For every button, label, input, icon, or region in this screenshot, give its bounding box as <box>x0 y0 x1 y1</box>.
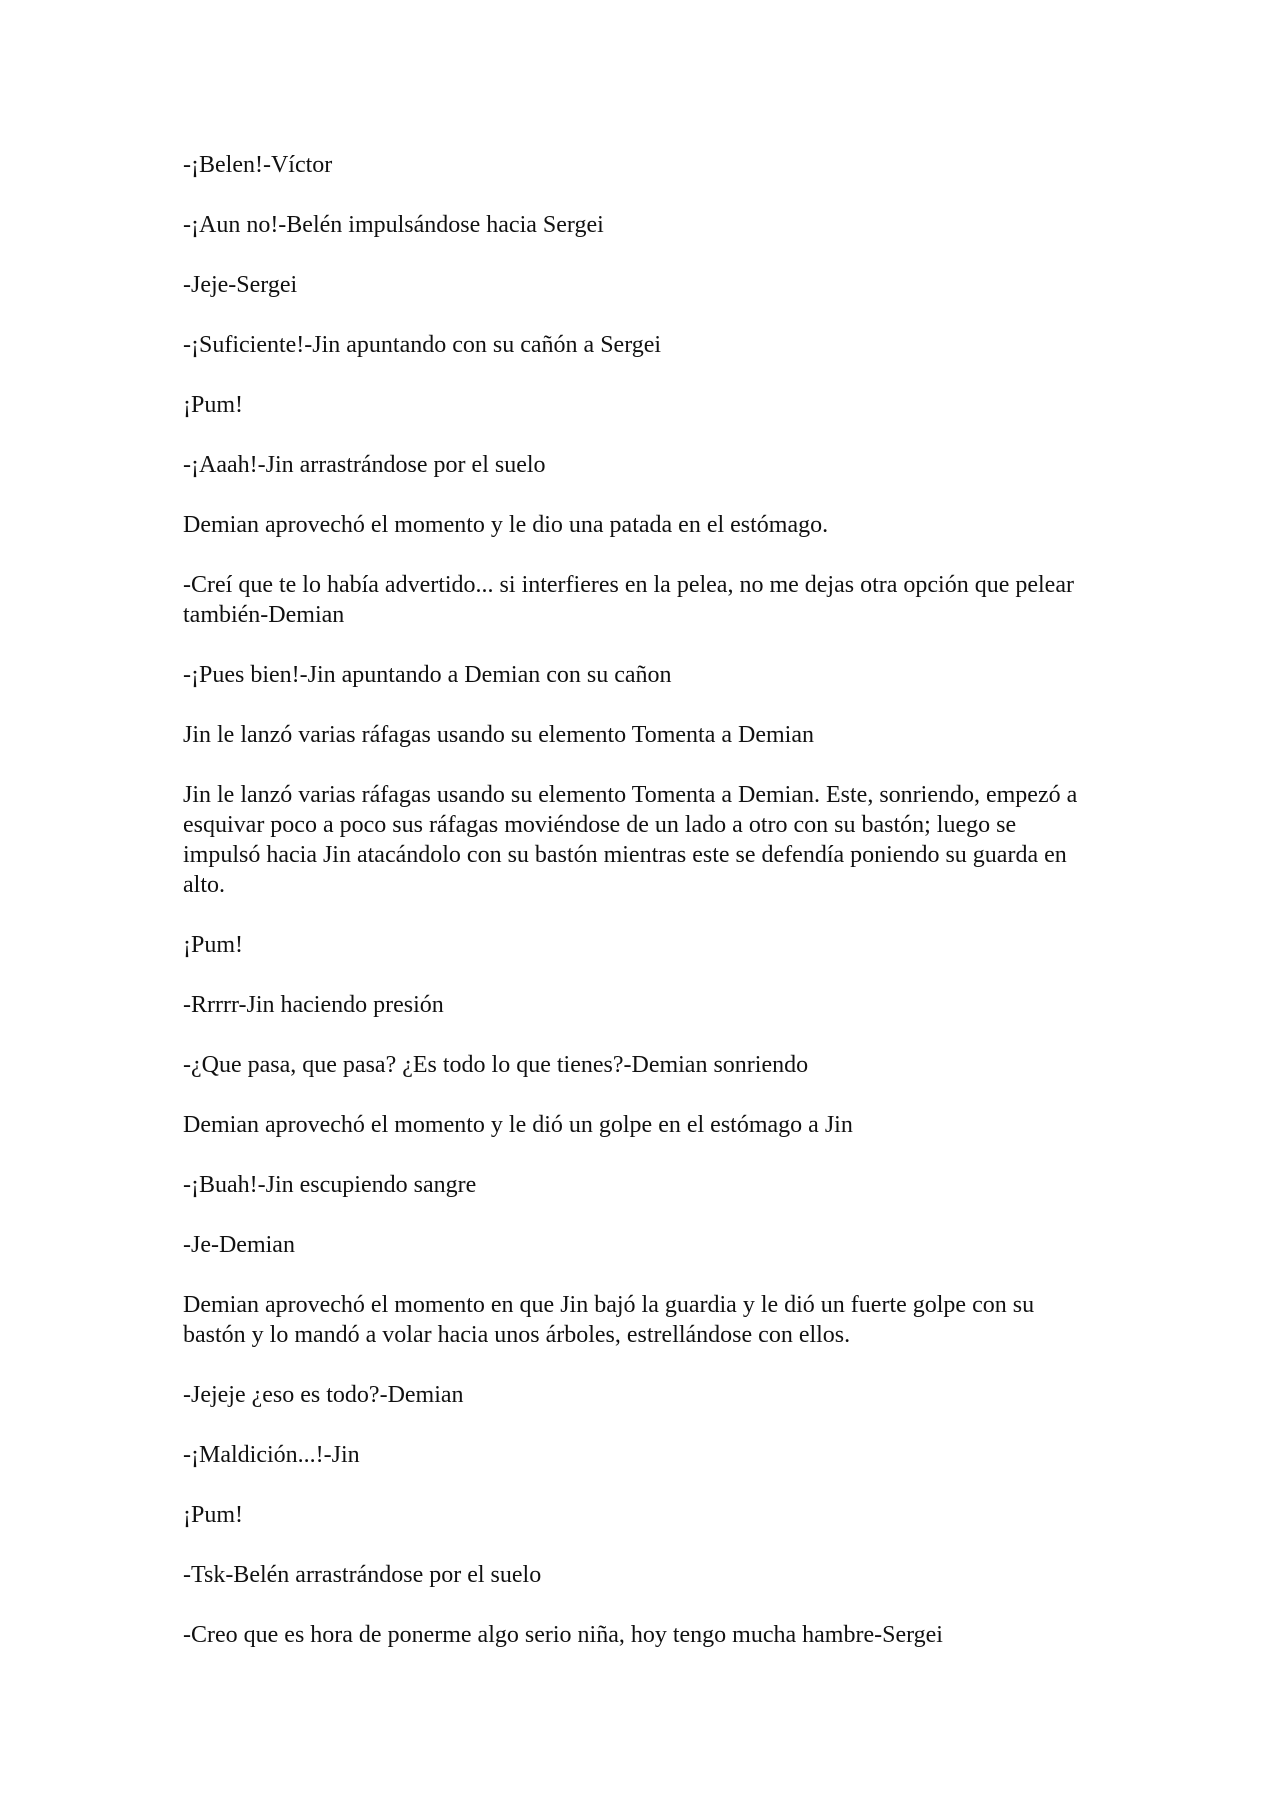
paragraph: -¡Suficiente!-Jin apuntando con su cañón a Sergei <box>183 332 662 358</box>
paragraph: -¡Maldición...!-Jin <box>183 1442 360 1468</box>
paragraph: Jin le lanzó varias ráfagas usando su elemento Tomenta a Demian. Este, sonriendo, empezó a esquivar poco a poco sus ráfagas moviéndose de un lado a otro con su bastón; luego se impulsó hacia Jin atacándolo con su bastón mientras este se defendía poniendo su guarda en alto. <box>183 782 1078 898</box>
paragraph: Demian aprovechó el momento y le dio una patada en el estómago. <box>183 512 829 538</box>
paragraph: -¡Buah!-Jin escupiendo sangre <box>183 1172 477 1198</box>
paragraph: -Jeje-Sergei <box>183 272 298 298</box>
paragraph: -¡Belen!-Víctor <box>183 152 333 178</box>
paragraph: Jin le lanzó varias ráfagas usando su elemento Tomenta a Demian <box>183 722 814 748</box>
paragraph: -¡Pues bien!-Jin apuntando a Demian con su cañon <box>183 662 672 688</box>
paragraph: -¿Que pasa, que pasa? ¿Es todo lo que tienes?-Demian sonriendo <box>183 1052 809 1078</box>
paragraph: Demian aprovechó el momento y le dió un golpe en el estómago a Jin <box>183 1112 853 1138</box>
paragraph: -¡Aun no!-Belén impulsándose hacia Sergei <box>183 212 604 238</box>
paragraph: -Jejeje ¿eso es todo?-Demian <box>183 1382 464 1408</box>
paragraph: ¡Pum! <box>183 392 243 418</box>
document-body <box>183 150 1098 1680</box>
paragraph: ¡Pum! <box>183 1502 243 1528</box>
paragraph: -Tsk-Belén arrastrándose por el suelo <box>183 1562 542 1588</box>
paragraph: -Creí que te lo había advertido... si interfieres en la pelea, no me dejas otra opción que pelear también-Demian <box>183 572 1074 628</box>
paragraph: -Rrrrr-Jin haciendo presión <box>183 992 444 1018</box>
paragraph: Demian aprovechó el momento en que Jin bajó la guardia y le dió un fuerte golpe con su bastón y lo mandó a volar hacia unos árboles, estrellándose con ellos. <box>183 1292 1035 1348</box>
paragraph: ¡Pum! <box>183 932 243 958</box>
paragraph: -Creo que es hora de ponerme algo serio niña, hoy tengo mucha hambre-Sergei <box>183 1622 943 1648</box>
paragraph: -¡Aaah!-Jin arrastrándose por el suelo <box>183 452 546 478</box>
paragraph: -Je-Demian <box>183 1232 295 1258</box>
